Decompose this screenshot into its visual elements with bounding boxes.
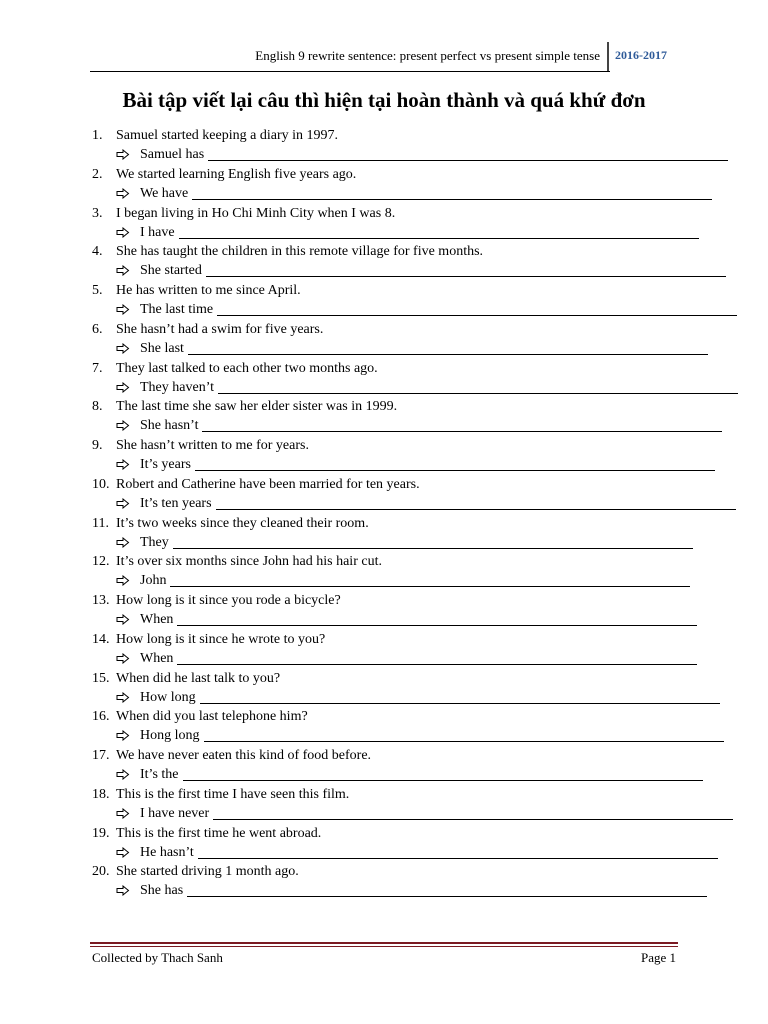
- answer-blank[interactable]: [177, 611, 697, 626]
- exercise-prompt: We have: [140, 185, 189, 201]
- exercise-answer-line: [116, 843, 718, 862]
- exercise-prompt: It’s the: [140, 767, 179, 782]
- answer-blank[interactable]: [206, 262, 726, 277]
- exercise-question-line: [92, 436, 309, 455]
- exercise-question-line: [92, 204, 395, 223]
- exercise-prompt: When: [140, 612, 174, 627]
- exercise-list: [0, 126, 768, 901]
- exercise-number: 4.: [92, 244, 103, 260]
- answer-blank[interactable]: [173, 534, 693, 549]
- arrow-right-outline-icon: [116, 571, 140, 590]
- exercise-answer-line: [116, 184, 712, 203]
- exercise-prompt: She has: [140, 883, 184, 899]
- exercise-question-line: [92, 591, 341, 610]
- exercise-question: We started learning English five years ago.: [116, 166, 357, 182]
- exercise-question: She hasn’t written to me for years.: [116, 438, 309, 453]
- exercise-number: 16.: [92, 709, 110, 725]
- exercise-prompt: When: [140, 650, 174, 666]
- answer-blank[interactable]: [187, 882, 707, 897]
- exercise-number: 7.: [92, 360, 103, 376]
- exercise-item: [0, 591, 768, 630]
- answer-blank[interactable]: [202, 417, 722, 432]
- exercise-answer-line: [116, 571, 690, 590]
- exercise-question-line: [92, 707, 308, 726]
- exercise-question-line: [92, 281, 301, 300]
- exercise-number: 11.: [92, 515, 109, 531]
- arrow-right-outline-icon: [116, 494, 140, 513]
- exercise-question-line: [92, 862, 299, 881]
- exercise-answer-line: [116, 533, 693, 552]
- exercise-question-line: [92, 785, 349, 804]
- exercise-answer-line: [116, 494, 736, 513]
- exercise-question: She hasn’t had a swim for five years.: [116, 321, 324, 337]
- page-header: [0, 40, 768, 72]
- answer-blank[interactable]: [195, 456, 715, 471]
- exercise-item: [0, 630, 768, 669]
- exercise-answer-line: [116, 223, 699, 242]
- exercise-question-line: [92, 669, 280, 688]
- exercise-question: They last talked to each other two months ago.: [116, 360, 378, 376]
- exercise-question-line: [92, 824, 321, 843]
- exercise-item: [0, 552, 768, 591]
- arrow-right-outline-icon: [116, 378, 140, 397]
- exercise-number: 6.: [92, 321, 103, 337]
- exercise-item: [0, 862, 768, 901]
- arrow-right-outline-icon: [116, 688, 140, 707]
- exercise-prompt: She last: [140, 340, 184, 356]
- exercise-question-line: [92, 359, 378, 378]
- arrow-right-outline-icon: [116, 804, 140, 823]
- header-title: English 9 rewrite sentence: present perfect vs present simple tense: [255, 48, 600, 63]
- arrow-right-outline-icon: [116, 223, 140, 242]
- exercise-question: It’s over six months since John had his hair cut.: [116, 554, 382, 570]
- exercise-number: 8.: [92, 399, 103, 415]
- exercise-number: 10.: [92, 476, 110, 492]
- exercise-item: [0, 436, 768, 475]
- exercise-number: 1.: [92, 128, 103, 143]
- exercise-number: 17.: [92, 748, 110, 763]
- exercise-number: 19.: [92, 825, 110, 841]
- exercise-answer-line: [116, 300, 737, 319]
- exercise-number: 5.: [92, 283, 103, 298]
- exercise-question-line: [92, 126, 338, 145]
- answer-blank[interactable]: [192, 185, 712, 200]
- header-rule: [90, 71, 610, 72]
- exercise-answer-line: [116, 416, 722, 435]
- header-year: 2016-2017: [615, 48, 667, 62]
- exercise-question-line: [92, 475, 420, 494]
- exercise-prompt: Samuel has: [140, 147, 205, 162]
- exercise-question: How long is it since you rode a bicycle?: [116, 593, 341, 608]
- exercise-item: [0, 824, 768, 863]
- exercise-answer-line: [116, 145, 728, 164]
- exercise-question-line: [92, 630, 325, 649]
- exercise-question: How long is it since he wrote to you?: [116, 631, 326, 647]
- answer-blank[interactable]: [204, 727, 724, 742]
- exercise-question: She started driving 1 month ago.: [116, 864, 299, 880]
- arrow-right-outline-icon: [116, 261, 140, 280]
- exercise-item: [0, 359, 768, 398]
- exercise-item: [0, 514, 768, 553]
- exercise-question-line: [92, 552, 382, 571]
- exercise-answer-line: [116, 649, 697, 668]
- exercise-answer-line: [116, 804, 733, 823]
- exercise-question: He has written to me since April.: [116, 283, 301, 298]
- exercise-question: It’s two weeks since they cleaned their room.: [116, 515, 369, 531]
- answer-blank[interactable]: [188, 340, 708, 355]
- exercise-item: [0, 746, 768, 785]
- arrow-right-outline-icon: [116, 184, 140, 203]
- arrow-right-outline-icon: [116, 765, 140, 784]
- exercise-item: [0, 475, 768, 514]
- answer-blank[interactable]: [200, 689, 720, 704]
- arrow-right-outline-icon: [116, 843, 140, 862]
- exercise-answer-line: [116, 610, 697, 629]
- exercise-item: [0, 397, 768, 436]
- exercise-number: 12.: [92, 554, 110, 570]
- exercise-answer-line: [116, 726, 724, 745]
- answer-blank[interactable]: [216, 495, 736, 510]
- exercise-item: [0, 281, 768, 320]
- exercise-question-line: [92, 746, 371, 765]
- exercise-answer-line: [116, 688, 720, 707]
- exercise-prompt: They haven’t: [140, 379, 214, 395]
- arrow-right-outline-icon: [116, 649, 140, 668]
- exercise-answer-line: [116, 765, 703, 784]
- exercise-question: This is the first time he went abroad.: [116, 825, 322, 841]
- exercise-answer-line: [116, 881, 707, 900]
- exercise-prompt: The last time: [140, 302, 214, 317]
- answer-blank[interactable]: [218, 379, 738, 394]
- header-divider: [607, 42, 609, 72]
- exercise-question: When did you last telephone him?: [116, 709, 308, 725]
- exercise-item: [0, 320, 768, 359]
- exercise-prompt: They: [140, 534, 169, 550]
- exercise-prompt: How long: [140, 689, 196, 705]
- exercise-prompt: Hong long: [140, 728, 200, 744]
- answer-blank[interactable]: [198, 844, 718, 859]
- exercise-item: [0, 707, 768, 746]
- footer-rule: [90, 942, 678, 944]
- exercise-item: [0, 669, 768, 708]
- exercise-question: The last time she saw her elder sister was in 1999.: [116, 399, 398, 415]
- exercise-question: When did he last talk to you?: [116, 670, 281, 686]
- exercise-question-line: [92, 165, 356, 184]
- exercise-answer-line: [116, 455, 715, 474]
- exercise-question: This is the first time I have seen this film.: [116, 786, 350, 802]
- answer-blank[interactable]: [208, 146, 728, 161]
- exercise-item: [0, 165, 768, 204]
- arrow-right-outline-icon: [116, 881, 140, 900]
- footer-credit: Collected by Thach Sanh: [92, 950, 223, 965]
- exercise-number: 20.: [92, 864, 110, 880]
- exercise-answer-line: [116, 378, 738, 397]
- document-title: Bài tập viết lại câu thì hiện tại hoàn thành và quá khứ đơn: [122, 88, 646, 112]
- answer-blank[interactable]: [217, 301, 737, 316]
- exercise-number: 18.: [92, 786, 110, 802]
- answer-blank[interactable]: [183, 766, 703, 781]
- exercise-number: 15.: [92, 670, 110, 686]
- exercise-number: 2.: [92, 166, 103, 182]
- arrow-right-outline-icon: [116, 300, 140, 319]
- exercise-question-line: [92, 242, 483, 261]
- exercise-question: We have never eaten this kind of food before.: [116, 748, 372, 763]
- exercise-question-line: [92, 320, 323, 339]
- exercise-prompt: I have never: [140, 805, 210, 821]
- arrow-right-outline-icon: [116, 726, 140, 745]
- answer-blank[interactable]: [170, 572, 690, 587]
- exercise-question: She has taught the children in this remote village for five months.: [116, 244, 484, 260]
- exercise-prompt: She started: [140, 263, 202, 279]
- exercise-question-line: [92, 514, 369, 533]
- exercise-prompt: It’s ten years: [140, 495, 212, 511]
- answer-blank[interactable]: [179, 224, 699, 239]
- exercise-prompt: It’s years: [140, 457, 191, 472]
- exercise-number: 14.: [92, 631, 110, 647]
- exercise-item: [0, 204, 768, 243]
- exercise-question: Robert and Catherine have been married for ten years.: [116, 476, 420, 492]
- exercise-number: 3.: [92, 205, 103, 221]
- exercise-prompt: He hasn’t: [140, 844, 194, 860]
- arrow-right-outline-icon: [116, 533, 140, 552]
- arrow-right-outline-icon: [116, 610, 140, 629]
- arrow-right-outline-icon: [116, 416, 140, 435]
- exercise-prompt: John: [140, 573, 167, 589]
- exercise-answer-line: [116, 261, 726, 280]
- arrow-right-outline-icon: [116, 455, 140, 474]
- exercise-question: Samuel started keeping a diary in 1997.: [116, 128, 338, 143]
- exercise-answer-line: [116, 339, 708, 358]
- exercise-item: [0, 242, 768, 281]
- page-number: Page 1: [640, 950, 676, 965]
- footer-rule-thin: [90, 946, 678, 947]
- exercise-number: 9.: [92, 438, 103, 453]
- exercise-question: I began living in Ho Chi Minh City when I was 8.: [116, 205, 396, 221]
- exercise-prompt: I have: [140, 224, 175, 240]
- exercise-number: 13.: [92, 593, 110, 608]
- answer-blank[interactable]: [213, 805, 733, 820]
- arrow-right-outline-icon: [116, 145, 140, 164]
- arrow-right-outline-icon: [116, 339, 140, 358]
- exercise-prompt: She hasn’t: [140, 418, 199, 434]
- exercise-question-line: [92, 397, 397, 416]
- answer-blank[interactable]: [177, 650, 697, 665]
- exercise-item: [0, 785, 768, 824]
- exercise-item: [0, 126, 768, 165]
